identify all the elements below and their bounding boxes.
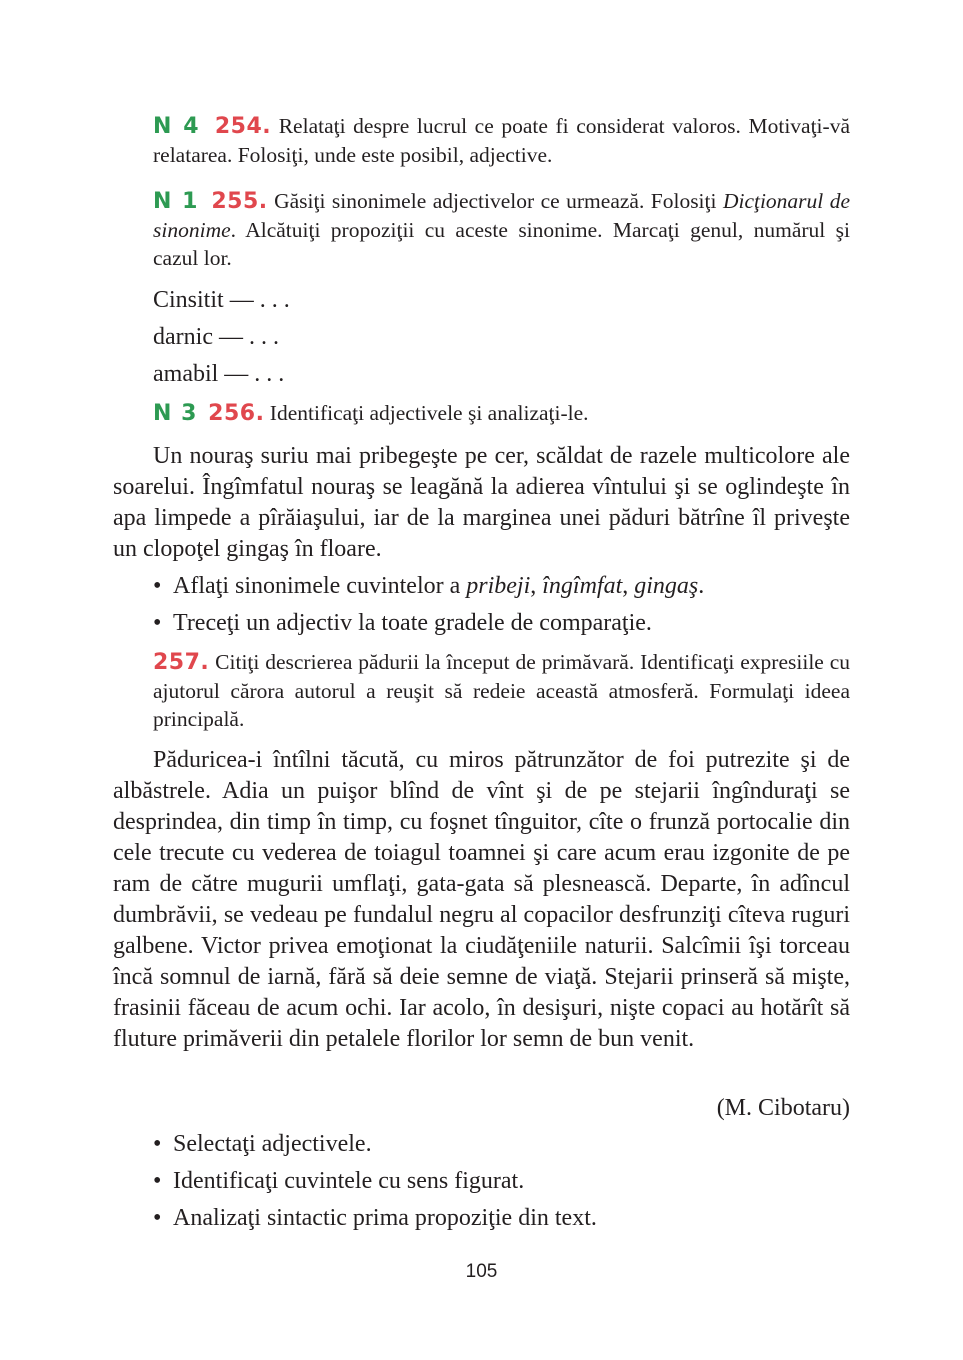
exercise-number: 255.	[211, 189, 268, 214]
text-paragraph: Un nouraş suriu mai pribegeşte pe cer, scăldat de razele multicolore ale soarelui. Îngîmfatul nouraş se leagănă la adierea vîntului şi se oglindeşte în apa limpede a pîrăiaşului, iar de la marginea unei păduri bătrîne îl priveşte un clopoţel gingaş în floare.	[113, 443, 850, 562]
bullet-icon: •	[153, 573, 162, 599]
exercise-instruction: Identificaţi adjectivele şi analizaţi-le.	[269, 401, 589, 425]
exercise-level-tag: N 1	[153, 189, 199, 214]
author-attribution: (M. Cibotaru)	[716, 1095, 850, 1121]
bullet-icon: •	[153, 1168, 162, 1194]
exercise-level-tag: N 4	[153, 114, 200, 139]
task-bullet: • Analizaţi sintactic prima propoziţie din text.	[153, 1205, 597, 1231]
bullet-icon: •	[153, 1131, 162, 1157]
exercise-instruction: Citiţi descrierea pădurii la început de primăvară. Identificaţi expresiile cu ajutorul cărora autorul a reuşit să redeie această atmosferă. Formulaţi ideea principală.	[153, 650, 850, 731]
bullet-icon: •	[153, 610, 162, 636]
exercise-instruction-cont: . Alcătuiţi propoziţii cu aceste sinonime. Marcaţi genul, numărul şi cazul lor.	[153, 218, 850, 270]
bullet-icon: •	[153, 1205, 162, 1231]
exercise-number: 257.	[153, 650, 210, 675]
exercise-number: 256.	[208, 401, 265, 426]
dictionary-title: Dicţionarul de sinonime	[153, 189, 851, 242]
exercise-254	[153, 112, 850, 169]
exercise-257	[153, 648, 850, 733]
task-bullet: • Identificaţi cuvintele cu sens figurat.	[153, 1168, 525, 1194]
task-bullet: • Treceţi un adjectiv la toate gradele de comparaţie.	[153, 610, 652, 636]
word-item: darnic — . . .	[153, 324, 279, 350]
exercise-instruction: Relataţi despre lucrul ce poate fi considerat valoros. Motivaţi-vă relatarea. Folosiţi, unde este posibil, adjective.	[153, 114, 850, 167]
page-number: 105	[465, 1261, 498, 1282]
task-bullet: • Selectaţi adjectivele.	[153, 1131, 372, 1157]
word-item: Cinsitit — . . .	[153, 287, 290, 313]
exercise-instruction: Găsiţi sinonimele adjectivelor ce urmează. Folosiţi	[274, 189, 723, 213]
exercise-256	[153, 399, 850, 428]
exercise-255	[153, 187, 850, 272]
exercise-level-tag: N 3	[153, 401, 198, 426]
text-paragraph: Păduricea-i întîlni tăcută, cu miros pătrunzător de foi putrezite şi de albăstrele. Adia un puişor blînd de vînt şi de pe stejarii îngînduraţi se desprindea, din timp în timp, cu foşnet tînguitor, cîte o frunză portocalie din cele trecute cu vederea de toiagul toamnei şi care acum erau izgonite de pe ram de către mugurii umflaţi, gata-gata să plesnească. Departe, în adîncul dumbrăvii, se vedeau pe fundalul negru al copacilor desfrunziţi cîteva ruguri galbene. Victor privea emoţionat la ciudăţeniile naturii. Salcîmii îşi torceau încă somnul de iarnă, fără să deie semne de viaţă. Stejarii prinseră să mişte, frasinii făceau de acum ochi. Iar acolo, în desişuri, nişte copaci au hotărît să fluture primăverii din petalele florilor lor semn de bun venit.	[113, 747, 850, 1052]
word-item: amabil — . . .	[153, 361, 285, 387]
task-bullet: • Aflaţi sinonimele cuvintelor a pribeji, îngîmfat, gingaş.	[153, 573, 705, 599]
exercise-number: 254.	[214, 114, 272, 139]
